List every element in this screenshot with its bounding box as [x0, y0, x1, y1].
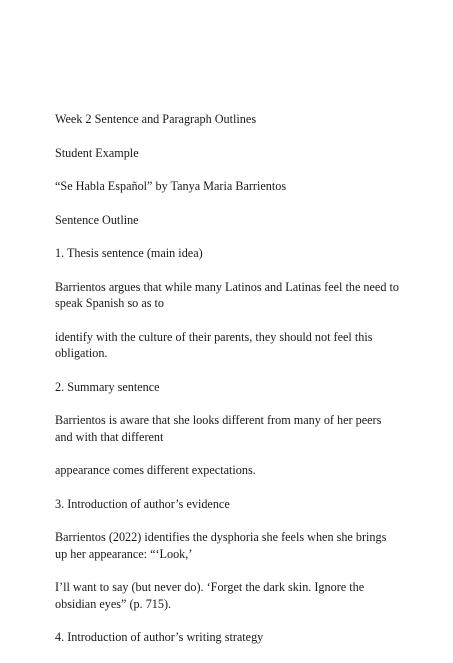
body-paragraph: I’ll want to say (but never do). ‘Forget the dark skin. Ignore the obsidian eyes” (p. 715). [55, 580, 368, 611]
section-heading-sentence-outline: Sentence Outline [55, 212, 139, 227]
document-title: Week 2 Sentence and Paragraph Outlines [55, 112, 257, 126]
body-paragraph: identify with the culture of their parents, they should not feel this obligation. [55, 329, 376, 360]
subtitle-student-example: Student Example [55, 145, 139, 160]
outline-item-summary: 2. Summary sentence [55, 379, 160, 394]
outline-item-evidence: 3. Introduction of author’s evidence [55, 496, 230, 511]
outline-item-thesis: 1. Thesis sentence (main idea) [55, 246, 203, 260]
body-paragraph: Barrientos (2022) identifies the dysphoria she feels when she brings up her appearance: “‘Look,’ [55, 530, 390, 561]
source-citation: “Se Habla Español” by Tanya Maria Barrientos [55, 179, 287, 193]
body-paragraph: Barrientos is aware that she looks different from many of her peers and with that different [55, 413, 385, 444]
body-paragraph: Barrientos argues that while many Latinos and Latinas feel the need to speak Spanish so as to [55, 279, 403, 310]
body-paragraph: appearance comes different expectations. [55, 463, 256, 477]
document-body [55, 111, 403, 663]
outline-item-writing-strategy: 4. Introduction of author’s writing strategy [55, 630, 264, 644]
